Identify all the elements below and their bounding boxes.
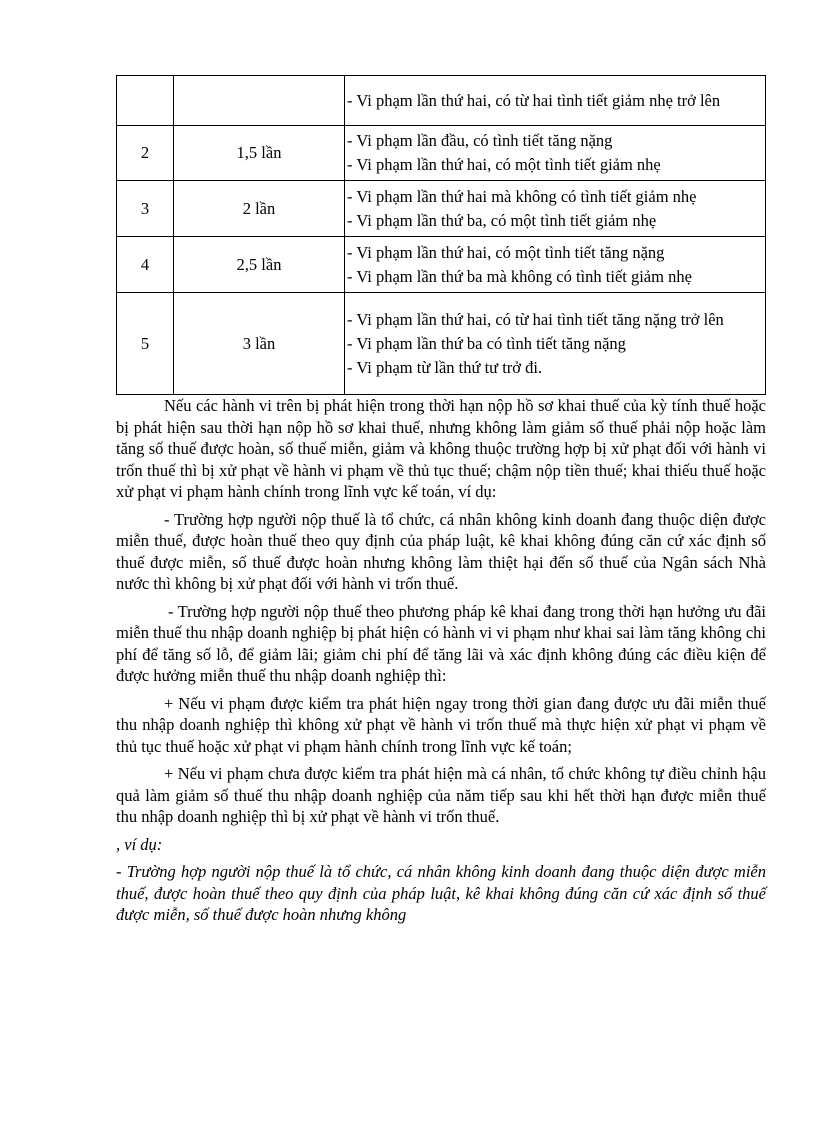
penalty-rate-cell: 2 lần [174, 181, 345, 237]
table-row [117, 76, 766, 126]
paragraph: , ví dụ: [116, 834, 163, 854]
penalty-rate-cell: 2,5 lần [174, 237, 345, 293]
violation-item: - Vi phạm lần thứ hai, có từ hai tình tiết giảm nhẹ trở lên [347, 90, 721, 110]
violation-item: - Vi phạm lần thứ ba, có một tình tiết giảm nhẹ [347, 210, 657, 230]
violation-item: - Vi phạm lần thứ ba mà không có tình tiết giảm nhẹ [347, 266, 692, 286]
violation-item: - Vi phạm từ lần thứ tư trở đi. [347, 357, 543, 377]
row-number-cell: 3 [117, 181, 174, 237]
violation-description-cell [345, 293, 766, 395]
violation-item: - Vi phạm lần thứ hai mà không có tình tiết giảm nhẹ [347, 186, 697, 206]
violation-description-cell [345, 126, 766, 181]
table-row [117, 237, 766, 293]
body-text [116, 395, 766, 932]
penalty-rate-cell [174, 76, 345, 126]
paragraph: + Nếu vi phạm chưa được kiểm tra phát hiện mà cá nhân, tổ chức không tự điều chỉnh hậu quả làm giảm số thuế thu nhập doanh nghiệp của năm tiếp sau khi hết thời hạn được miễn thuế thu nhập doanh nghiệp thì bị xử phạt về hành vi trốn thuế. [116, 764, 766, 826]
table-row [117, 181, 766, 237]
penalty-rate-cell: 3 lần [174, 293, 345, 395]
row-number-cell: 2 [117, 126, 174, 181]
table-row [117, 126, 766, 181]
violation-item: - Vi phạm lần đầu, có tình tiết tăng nặng [347, 131, 613, 150]
row-number-cell: 4 [117, 237, 174, 293]
paragraph: - Trường hợp người nộp thuế là tổ chức, cá nhân không kinh doanh đang thuộc diện được miễn thuế, được hoàn thuế theo quy định của pháp luật, kê khai không đúng căn cứ xác định số thuế được miễn, số thuế được hoàn nhưng không làm thiệt hại đến số thuế của Ngân sách Nhà nước thì không bị xử phạt đối với hành vi trốn thuế. [116, 509, 766, 593]
violation-description-cell [345, 76, 766, 126]
penalty-table [116, 75, 766, 395]
row-number-cell: 5 [117, 293, 174, 395]
violation-item: - Vi phạm lần thứ hai, có từ hai tình tiết tăng nặng trở lên [347, 309, 724, 329]
violation-item: - Vi phạm lần thứ ba có tình tiết tăng nặng [347, 333, 626, 353]
violation-description-cell [345, 181, 766, 237]
row-number-cell [117, 76, 174, 126]
paragraph: - Trường hợp người nộp thuế là tổ chức, cá nhân không kinh doanh đang thuộc diện được miễn thuế, được hoàn thuế theo quy định của pháp luật, kê khai không đúng căn cứ xác định số thuế được miễn, số thuế được hoàn nhưng không [116, 862, 766, 924]
violation-item: - Vi phạm lần thứ hai, có một tình tiết giảm nhẹ [347, 155, 661, 174]
violation-item: - Vi phạm lần thứ hai, có một tình tiết tăng nặng [347, 242, 665, 262]
penalty-rate-cell: 1,5 lần [174, 126, 345, 181]
paragraph: + Nếu vi phạm được kiểm tra phát hiện ngay trong thời gian đang được ưu đãi miễn thuế thu nhập doanh nghiệp thì không xử phạt về hành vi trốn thuế mà thực hiện xử phạt vi phạm về thủ tục thuế hoặc xử phạt vi phạm hành chính trong lĩnh vực kế toán; [116, 693, 766, 756]
table-row [117, 293, 766, 395]
violation-description-cell [345, 237, 766, 293]
paragraph: - Trường hợp người nộp thuế theo phương pháp kê khai đang trong thời hạn hưởng ưu đãi miễn thuế thu nhập doanh nghiệp bị phát hiện có hành vi vi phạm như khai sai làm tăng không chi phí để tăng số lỗ, để giảm lãi; giảm chi phí để tăng lãi và xác định không đúng các điều kiện để được hưởng miễn thuế thu nhập doanh nghiệp thì: [116, 601, 766, 685]
paragraph: Nếu các hành vi trên bị phát hiện trong thời hạn nộp hồ sơ khai thuế của kỳ tính thuế hoặc bị phát hiện sau thời hạn nộp hồ sơ khai thuế, nhưng không làm giảm số thuế phải nộp hoặc làm tăng số thuế được hoàn, số thuế miễn, giảm và không thuộc trường hợp bị xử phạt đối với hành vi trốn thuế thì bị xử phạt về hành vi phạm về thủ tục thuế; chậm nộp tiền thuế; khai thiếu thuế hoặc xử phạt vi phạm hành chính trong lĩnh vực kế toán, ví dụ: [116, 396, 766, 501]
